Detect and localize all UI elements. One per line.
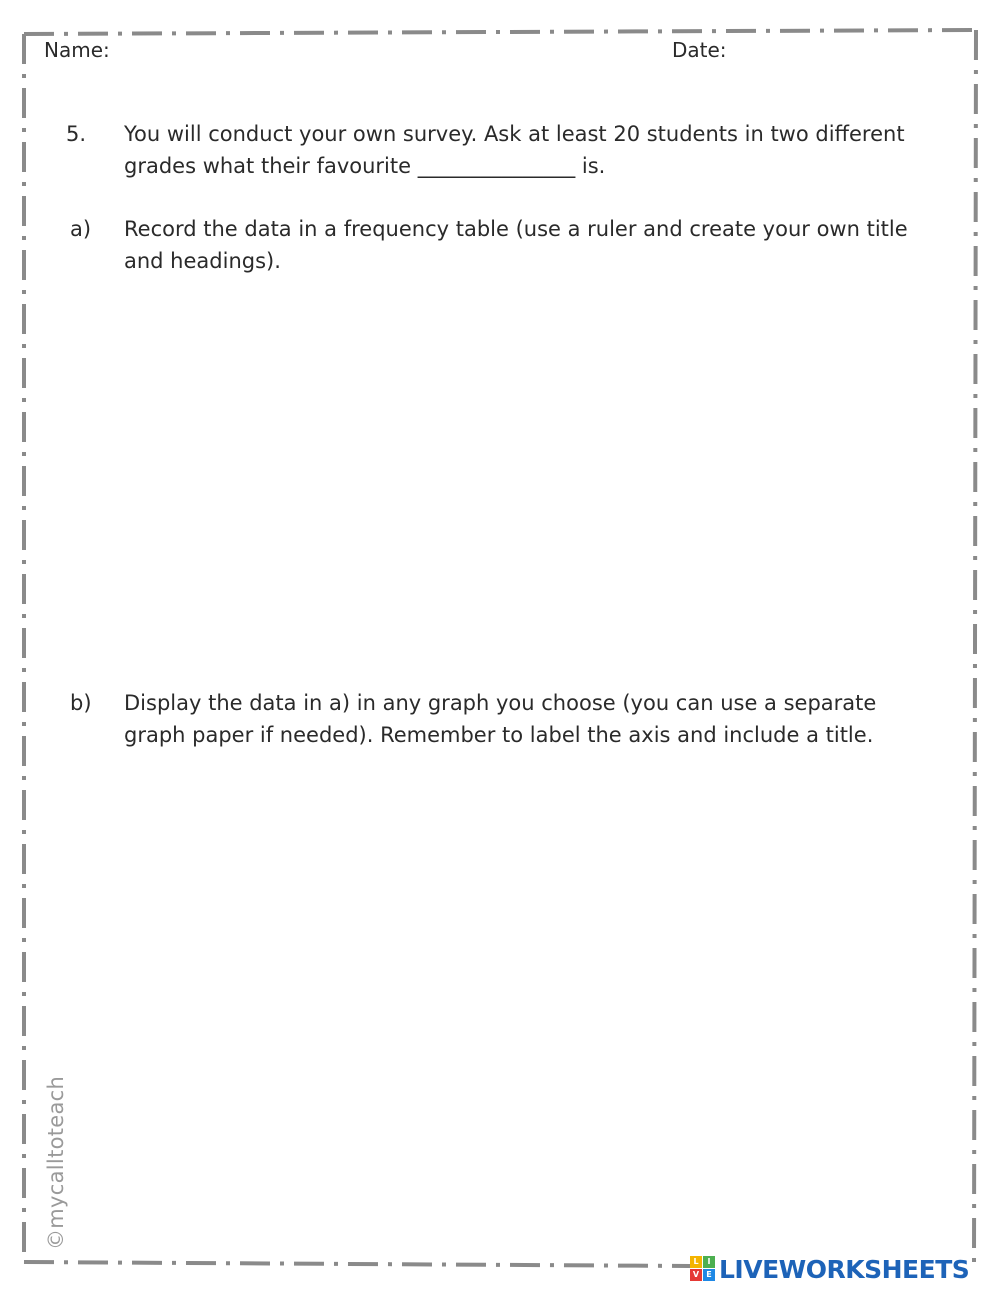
border-bottom: [24, 1262, 690, 1266]
border-right: [974, 30, 976, 1266]
border-top: [24, 30, 976, 34]
brand-name: LIVEWORKSHEETS: [719, 1254, 970, 1284]
copyright-credit: ©mycalltoteach: [44, 1075, 68, 1250]
question-number: b): [70, 691, 92, 715]
date-label: Date:: [672, 38, 727, 62]
question-number: a): [70, 217, 92, 241]
question-text: Record the data in a frequency table (use a ruler and create your own title and headings).: [124, 217, 908, 273]
logo-letter-v: V: [690, 1269, 702, 1281]
answer-area-a[interactable]: [60, 290, 940, 670]
liveworksheets-brand[interactable]: [690, 1252, 969, 1286]
question-text: You will conduct your own survey. Ask at least 20 students in two different grades what their favourite _______________ is.: [124, 122, 905, 178]
liveworksheets-logo-icon: [690, 1256, 716, 1282]
logo-letter-l: L: [690, 1256, 702, 1268]
logo-letter-i: I: [703, 1256, 715, 1268]
question-number: 5.: [66, 122, 87, 146]
logo-letter-e: E: [703, 1269, 715, 1281]
answer-area-b[interactable]: [60, 764, 940, 1234]
question-text: Display the data in a) in any graph you choose (you can use a separate graph paper if needed). Remember to label the axis and include a title.: [124, 691, 877, 747]
name-label: Name:: [44, 38, 110, 62]
